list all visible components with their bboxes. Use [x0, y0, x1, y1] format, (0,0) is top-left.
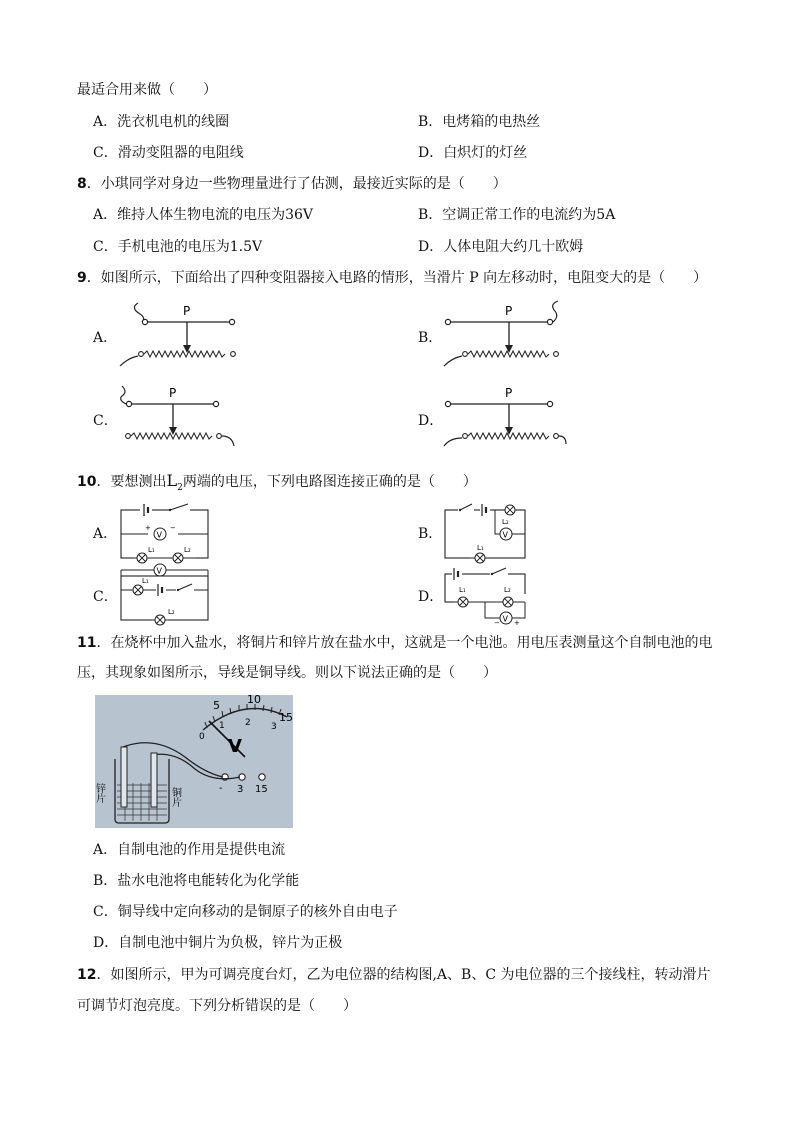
- svg-text:−: −: [170, 524, 176, 532]
- q11-stem-text1: ．在烧杯中加入盐水，将铜片和锌片放在盐水中，这就是一个电池。用电压表测量这个自制电池的电: [96, 635, 713, 651]
- q11-terminal-3: 3: [237, 784, 244, 795]
- svg-text:+: +: [145, 524, 151, 532]
- q9-diagram-b: [440, 300, 570, 370]
- q7-option-d: D．白炽灯的灯丝: [418, 145, 528, 161]
- q12-stem-line1: [77, 966, 711, 984]
- q9-option-d: D．: [418, 413, 444, 429]
- q10-l-symbol: L: [166, 471, 178, 490]
- q9-stem: [77, 269, 707, 287]
- q11-terminal-15: 15: [255, 784, 268, 795]
- q11-copper-label: 铜片: [169, 787, 181, 807]
- q10-number: 10: [77, 474, 97, 490]
- q11-scale-top-1: 10: [247, 693, 261, 706]
- q8-option-a: A．维持人体生物电流的电压为36V: [93, 207, 314, 223]
- q11-option-d: D．自制电池中铜片为负极，锌片为正极: [93, 935, 343, 951]
- q8-option-b: B．空调正常工作的电流约为5A: [418, 207, 616, 223]
- q11-scale-bottom-2: 2: [245, 718, 251, 728]
- q10-l-subscript: 2: [177, 482, 183, 493]
- q11-photo: [95, 695, 293, 828]
- q10-circuit-d: [440, 562, 535, 627]
- q9-diagram-d: [440, 382, 570, 452]
- q10-stem-post: 两端的电压，下列电路图连接正确的是（ ）: [182, 474, 477, 490]
- q11-stem-line1: [77, 634, 712, 652]
- q9-b-slider-label: P: [505, 304, 513, 318]
- q11-battery-voltmeter-illustration: [95, 695, 293, 828]
- q10-stem: [77, 472, 477, 497]
- q11-scale-bottom-0: 0: [199, 732, 205, 742]
- q12-stem-text1: ．如图所示，甲为可调亮度台灯，乙为电位器的结构图,A、B、C 为电位器的三个接线柱，转动滑片: [96, 967, 711, 983]
- q10-circuit-b: [440, 500, 535, 565]
- q10-circuit-a: [118, 500, 213, 565]
- q9-c-slider-label: P: [169, 386, 177, 400]
- q11-terminal-neg: -: [219, 783, 223, 794]
- q11-zinc-label: 锌片: [93, 783, 105, 803]
- q8-option-d: D．人体电阻大约几十欧姆: [418, 239, 584, 255]
- q11-meter-symbol: V: [228, 736, 242, 757]
- q9-number: 9: [77, 270, 87, 286]
- q11-scale-top-0: 5: [213, 699, 220, 712]
- q10-option-d: D．: [418, 589, 444, 605]
- q10-a-l2: L₂: [184, 546, 191, 554]
- q12-stem-line2: 可调节灯泡亮度。下列分析错误的是（ ）: [77, 998, 357, 1014]
- q9-diagram-a: [120, 300, 250, 370]
- q9-d-slider-label: P: [505, 386, 513, 400]
- q10-circuit-c: [118, 562, 213, 627]
- q10-a-l1: L₁: [148, 546, 155, 554]
- q7-option-a: A．洗衣机电机的线圈: [93, 114, 230, 130]
- q10-b-voltmeter-label: V: [502, 530, 508, 540]
- q9-a-slider-label: P: [183, 304, 191, 318]
- q10-d-l1: L₁: [459, 586, 466, 594]
- q8-stem: [77, 175, 507, 193]
- q11-stem-line2: 压，其现象如图所示，导线是铜导线。则以下说法正确的是（ ）: [77, 665, 497, 681]
- svg-text:+: +: [514, 619, 520, 627]
- q11-scale-top-2: 15: [279, 711, 293, 724]
- q9-option-a: A．: [93, 330, 118, 346]
- q11-scale-bottom-3: 3: [271, 722, 277, 732]
- q11-option-a: A．自制电池的作用是提供电流: [93, 842, 286, 858]
- q10-option-b: B．: [418, 526, 443, 542]
- q10-option-c: C．: [93, 589, 118, 605]
- q8-number: 8: [77, 176, 87, 192]
- q10-b-l2: L₂: [502, 518, 509, 526]
- q10-d-voltmeter-label: V: [502, 614, 508, 624]
- q11-number: 11: [77, 635, 97, 651]
- q10-b-l1: L₁: [477, 544, 484, 552]
- q7-option-c: C．滑动变阻器的电阻线: [93, 145, 244, 161]
- q11-option-b: B．盐水电池将电能转化为化学能: [93, 873, 300, 889]
- q10-c-l1: L₁: [142, 577, 149, 585]
- q10-c-voltmeter-label: V: [156, 566, 162, 576]
- question-continuation: 最适合用来做（ ）: [77, 82, 217, 98]
- q8-option-c: C．手机电池的电压为1.5V: [93, 239, 263, 255]
- q9-diagram-c: [118, 382, 248, 452]
- q9-option-c: C．: [93, 413, 118, 429]
- q9-stem-text: ．如图所示，下面给出了四种变阻器接入电路的情形，当滑片 P 向左移动时，电阻变大的是（ ）: [86, 270, 708, 286]
- svg-text:−: −: [494, 619, 500, 627]
- q8-stem-text: ．小琪同学对身边一些物理量进行了估测，最接近实际的是（ ）: [86, 176, 507, 192]
- q10-a-voltmeter-label: V: [156, 530, 162, 540]
- q10-stem-pre: ．要想测出: [96, 474, 167, 490]
- q11-option-c: C．铜导线中定向移动的是铜原子的核外自由电子: [93, 904, 398, 920]
- q10-option-a: A．: [93, 526, 118, 542]
- q12-number: 12: [77, 967, 97, 983]
- q9-option-b: B．: [418, 330, 443, 346]
- q10-d-l2: L₂: [504, 586, 511, 594]
- q11-scale-bottom-1: 1: [219, 721, 225, 731]
- q10-c-l2: L₂: [168, 608, 175, 616]
- q7-option-b: B．电烤箱的电热丝: [418, 114, 541, 130]
